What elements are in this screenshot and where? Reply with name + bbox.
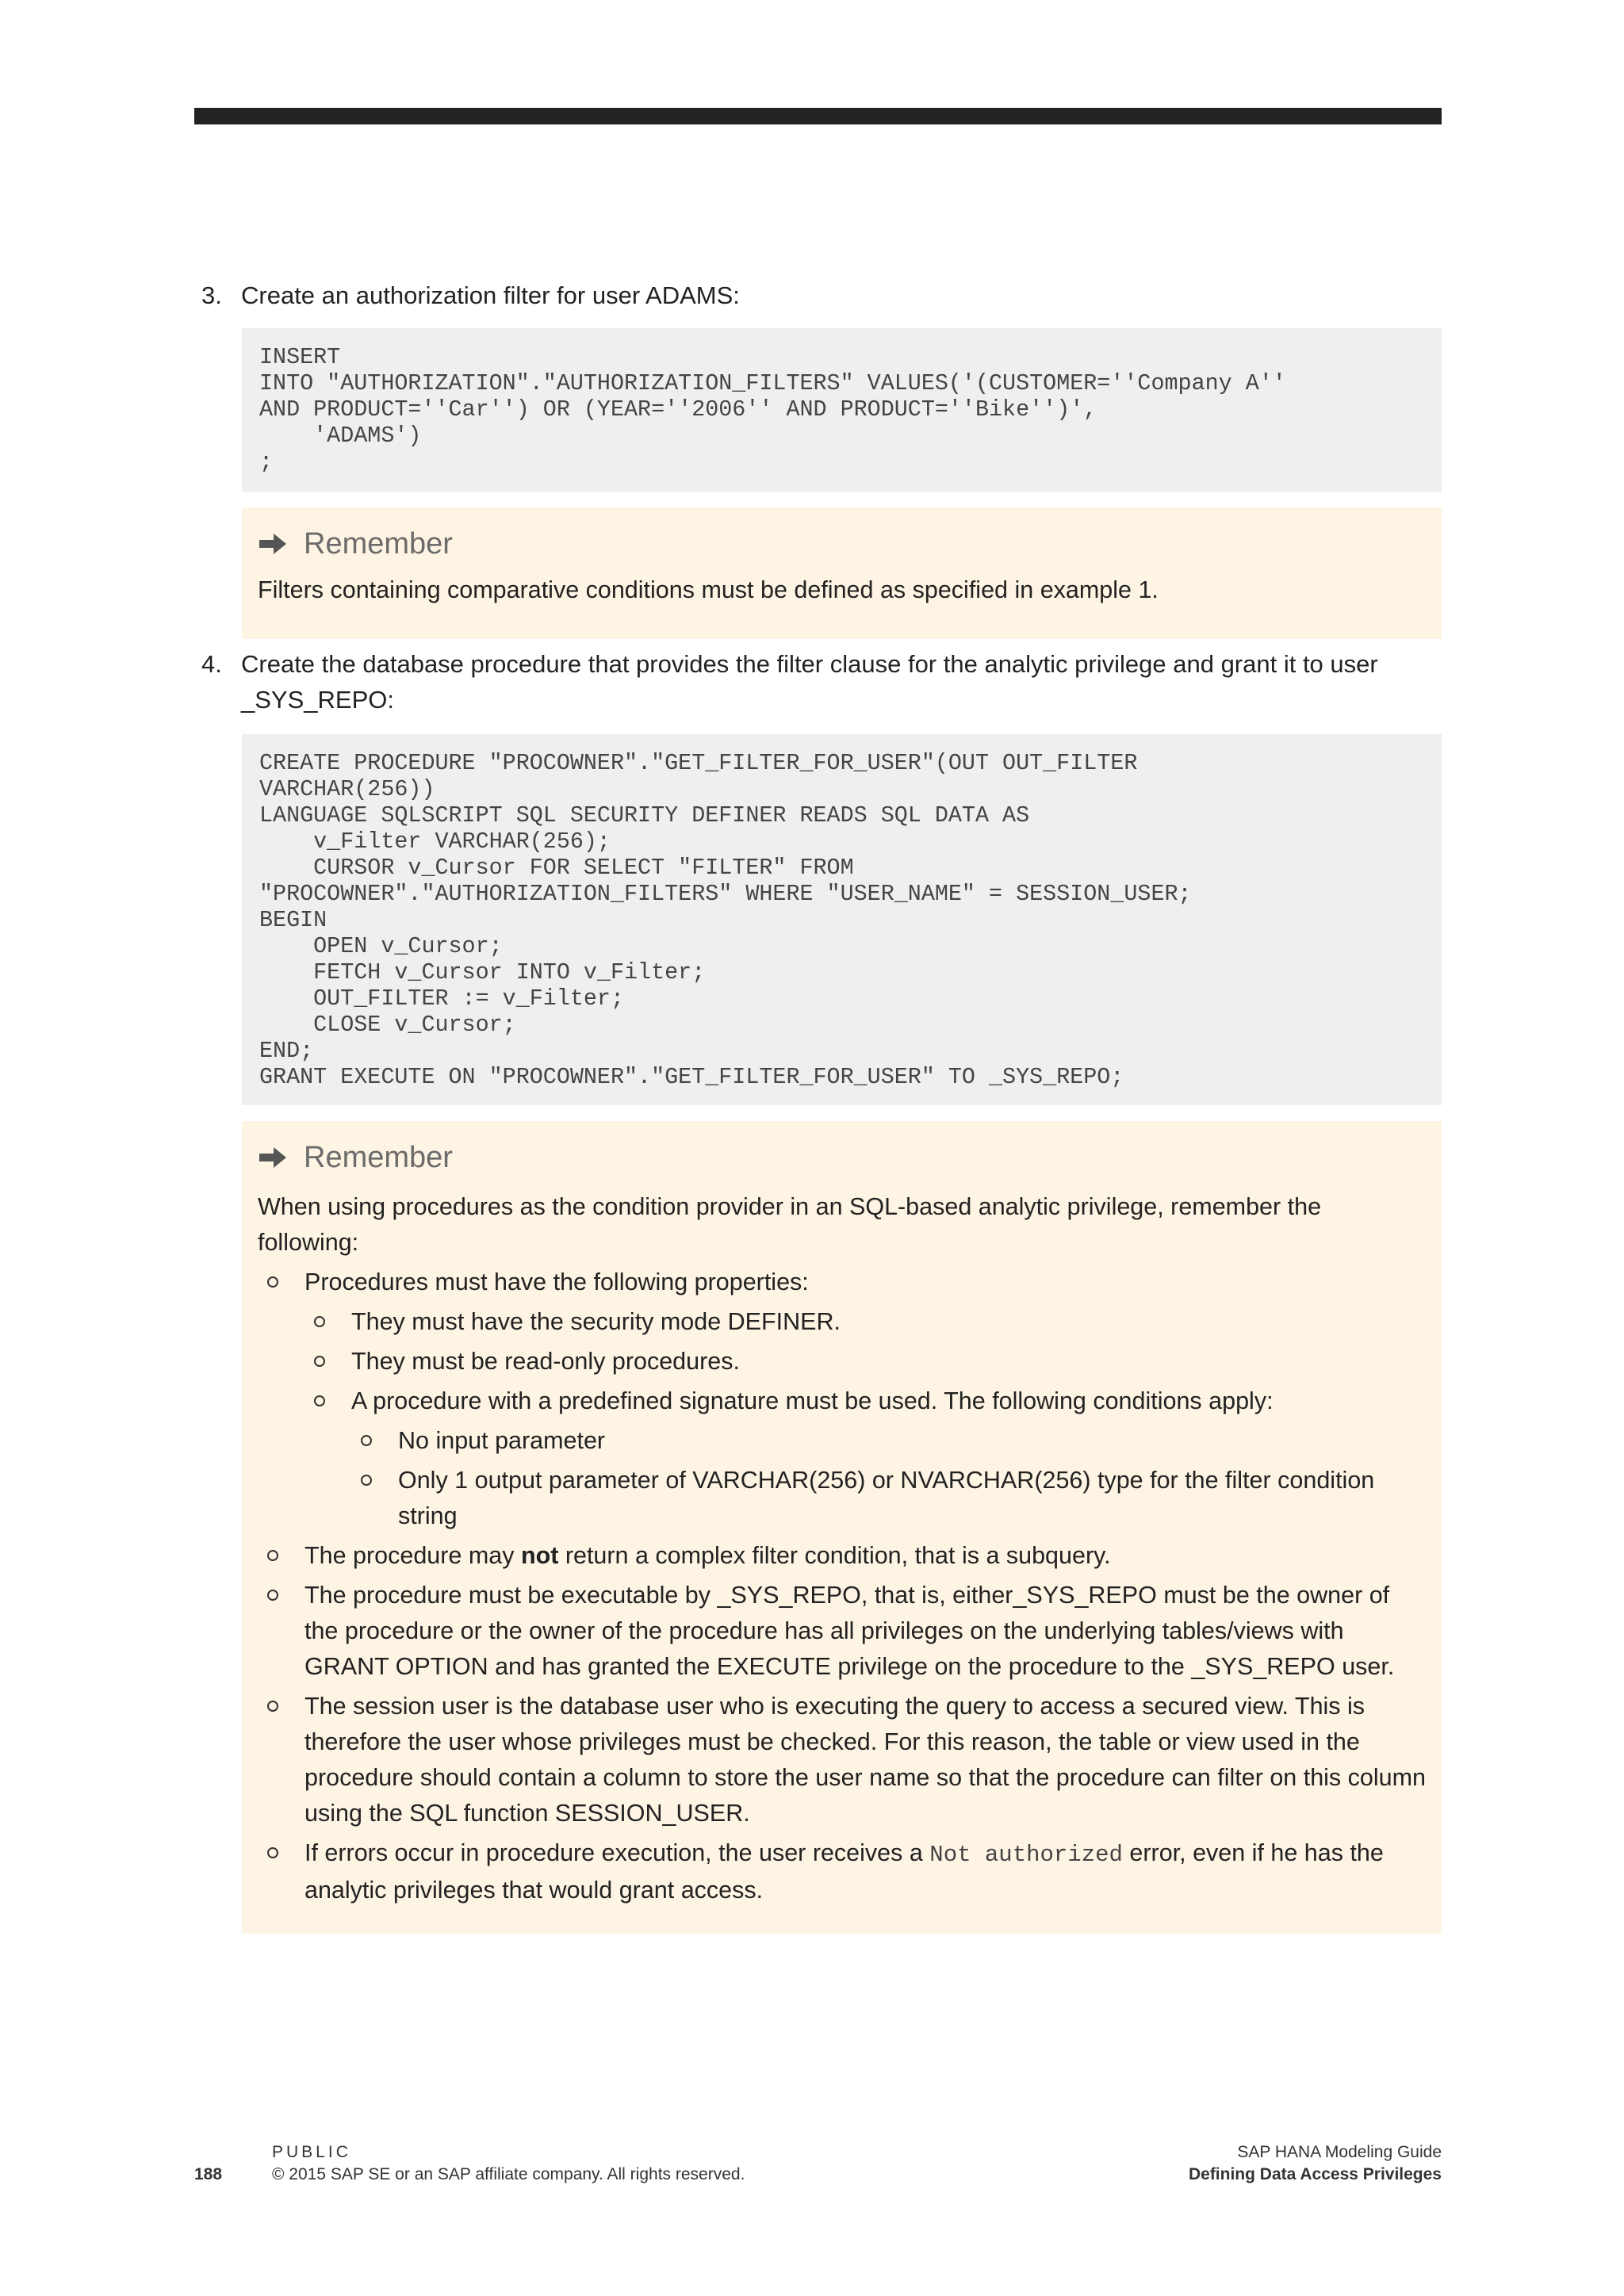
footer-copyright: © 2015 SAP SE or an SAP affiliate company. All rights reserved.	[272, 2165, 745, 2183]
step-number: 4.	[201, 650, 222, 678]
list-item-text: The procedure may	[304, 1542, 521, 1569]
list-item-text: If errors occur in procedure execution, the user receives a	[304, 1839, 930, 1866]
note-body: Filters containing comparative conditions must be defined as specified in example 1.	[258, 576, 1159, 603]
arrow-right-icon	[258, 1146, 288, 1169]
inline-code: Not authorized	[929, 1842, 1123, 1868]
list-item-text: No input parameter	[398, 1427, 606, 1454]
list-item	[304, 1304, 1426, 1340]
list-item-text: They must be read-only procedures.	[351, 1348, 740, 1375]
list-item-text: They must have the security mode DEFINER.	[351, 1308, 841, 1335]
list-item	[304, 1344, 1426, 1380]
note-header	[258, 1135, 1426, 1180]
code-block-procedure: CREATE PROCEDURE "PROCOWNER"."GET_FILTER_FOR_USER"(OUT OUT_FILTER VARCHAR(256)) LANGUAGE SQLSCRIPT SQL SECURITY DEFINER READS SQL DATA AS v_Filter VARCHAR(256); CURSOR v_Cursor FOR SELECT "FILTER" FROM "PROCOWNER"."AUTHORIZATION_FILTERS" WHERE "USER_NAME" = SESSION_USER; BEGIN OPEN v_Cursor; FETCH v_Cursor INTO v_Filter; OUT_FILTER := v_Filter; CLOSE v_Cursor; END; GRANT EXECUTE ON "PROCOWNER"."GET_FILTER_FOR_USER" TO _SYS_REPO;	[242, 734, 1442, 1105]
footer-guide-title: SAP HANA Modeling Guide	[1237, 2143, 1442, 2161]
list-item	[351, 1423, 1426, 1459]
note-title: Remember	[304, 526, 453, 561]
list-item	[258, 1689, 1426, 1831]
step-number: 3.	[201, 281, 222, 309]
list-item	[258, 1538, 1426, 1574]
arrow-right-icon	[258, 532, 288, 556]
list-item-text: The procedure must be executable by _SYS_REPO, that is, either_SYS_REPO must be the owner of the procedure or the owner of the procedure has all privileges on the underlying tables/views with GRANT OPTION and has granted the EXECUTE privilege on the procedure to the _SYS_REPO user.	[304, 1582, 1395, 1680]
list-item	[258, 1265, 1426, 1534]
emphasis-text: not	[520, 1542, 559, 1569]
footer-section-title: Defining Data Access Privileges	[1188, 2165, 1442, 2183]
requirements-list	[258, 1265, 1426, 1908]
remember-note-1	[242, 507, 1442, 639]
list-item	[351, 1463, 1426, 1534]
page-number: 188	[194, 2165, 223, 2183]
list-item-text: return a complex filter condition, that is a subquery.	[558, 1542, 1111, 1569]
list-item-text: error, even if he has the analytic privileges that would grant access.	[304, 1839, 1384, 1904]
code-block-insert: INSERT INTO "AUTHORIZATION"."AUTHORIZATION_FILTERS" VALUES('(CUSTOMER=''Company A'' AND PRODUCT=''Car'') OR (YEAR=''2006'' AND PRODUCT=''Bike'')', 'ADAMS') ;	[242, 328, 1442, 492]
list-item	[258, 1578, 1426, 1685]
list-item-text: Procedures must have the following properties:	[304, 1269, 809, 1295]
footer-classification: PUBLIC	[272, 2143, 351, 2161]
note-intro: When using procedures as the condition provider in an SQL-based analytic privilege, remember the following:	[258, 1193, 1322, 1256]
note-title: Remember	[304, 1140, 453, 1174]
remember-note-2	[242, 1121, 1442, 1934]
list-item	[304, 1383, 1426, 1534]
header-rule	[194, 108, 1442, 124]
sub-sub-list	[351, 1423, 1426, 1534]
list-item-text: The session user is the database user who is executing the query to access a secured view. This is therefore the user whose privileges must be checked. For this reason, the table or view used in the procedure should contain a column to store the user name so that the procedure can filter on this column using the SQL function SESSION_USER.	[304, 1693, 1426, 1827]
list-item	[258, 1835, 1426, 1908]
list-item-text: Only 1 output parameter of VARCHAR(256) or NVARCHAR(256) type for the filter condition string	[398, 1467, 1375, 1529]
list-item-text: A procedure with a predefined signature must be used. The following conditions apply:	[351, 1387, 1274, 1414]
note-header	[258, 522, 1426, 566]
step-text: Create the database procedure that provides the filter clause for the analytic privilege and grant it to user _SYS_REPO:	[241, 650, 1378, 714]
step-text: Create an authorization filter for user ADAMS:	[241, 281, 740, 309]
sub-list	[304, 1304, 1426, 1534]
